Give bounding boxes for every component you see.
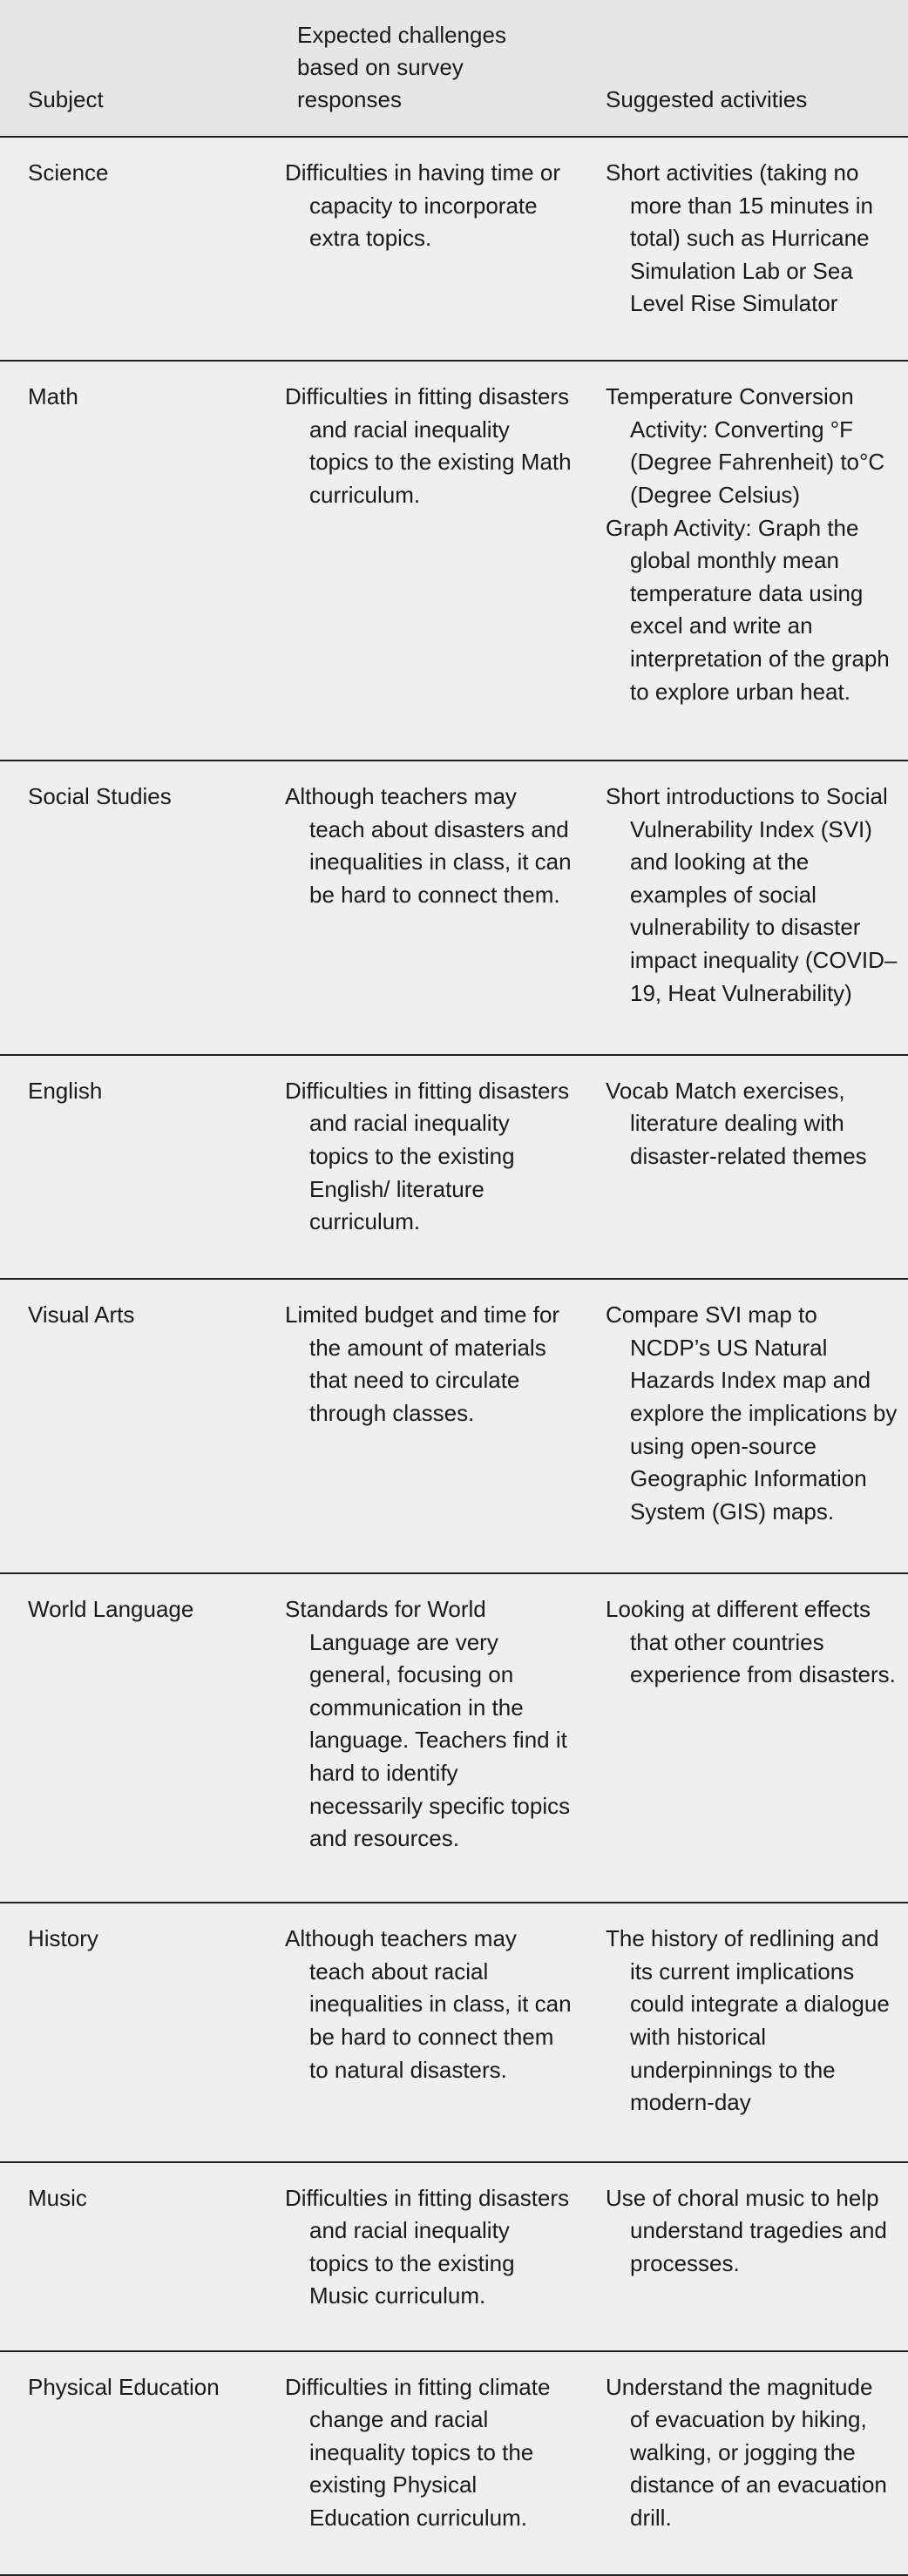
activity-item: Understand the magnitude of evacuation by hiking, walking, or jogging the distance of an evacuation drill. [606,2373,887,2532]
challenge-cell: Standards for World Language are very general, focusing on communication in the language. Teachers find it hard to identify necessarily specific topics and resources. [285,1595,571,1852]
table-row [0,361,908,761]
activity-item: Vocab Match exercises, literature dealing with disaster-related themes [606,1077,867,1170]
challenge-cell: Difficulties in fitting disasters and racial inequality topics to the existing English/ literature curriculum. [285,1077,570,1235]
challenge-cell: Difficulties in fitting climate change and racial inequality topics to the existing Physical Education curriculum. [285,2373,551,2532]
challenge-cell: Although teachers may teach about disasters and inequalities in class, it can be hard to connect them. [285,783,572,908]
subject-cell: World Language [0,1573,269,1903]
subject-cell: Math [0,361,269,761]
header-challenges: Expected challenges based on survey responses [269,0,585,137]
subject-cell: Visual Arts [0,1279,269,1573]
challenge-cell: Although teachers may teach about racial inequalities in class, it can be hard to connect them to natural disasters. [285,1925,572,2083]
header-subject: Subject [0,0,269,137]
subject-cell: English [0,1055,269,1279]
table-row [0,2162,908,2351]
subject-cell: Music [0,2162,269,2351]
activity-item: Compare SVI map to NCDP’s US Natural Hazards Index map and explore the implications by using open-source Geographic Information System (GIS) maps. [606,1302,898,1525]
activity-item: Short activities (taking no more than 15 minutes in total) such as Hurricane Simulation Lab or Sea Level Rise Simulator [606,159,873,317]
activity-item: Short introductions to Social Vulnerability Index (SVI) and looking at the examples of social vulnerability to disaster impact inequality (COVID–19, Heat Vulnerability) [606,783,898,1006]
challenge-cell: Difficulties in fitting disasters and racial inequality topics to the existing Music curriculum. [285,2184,570,2309]
table-body [0,137,908,2575]
subject-cell: History [0,1903,269,2162]
table-row [0,1279,908,1573]
subject-cell: Science [0,137,269,361]
table-row [0,1903,908,2162]
table-row [0,1055,908,1279]
header-row [0,0,908,137]
activity-item: Use of choral music to help understand tragedies and processes. [606,2184,887,2276]
activity-item: Graph Activity: Graph the global monthly mean temperature data using excel and write an interpretation of the graph to explore urban heat. [606,514,890,705]
activity-item: Looking at different effects that other countries experience from disasters. [606,1595,896,1688]
subject-cell: Physical Education [0,2351,269,2575]
activity-item: Temperature Conversion Activity: Converting °F (Degree Fahrenheit) to°C (Degree Celsius) [606,383,885,509]
table-header [0,0,908,137]
table-row [0,761,908,1055]
challenge-cell: Difficulties in having time or capacity to incorporate extra topics. [285,159,560,252]
challenge-cell: Difficulties in fitting disasters and racial inequality topics to the existing Math curriculum. [285,383,572,509]
table-row [0,2351,908,2575]
table-row [0,1573,908,1903]
subject-cell: Social Studies [0,761,269,1055]
header-activities: Suggested activities [585,0,908,137]
challenge-cell: Limited budget and time for the amount of materials that need to circulate through classes. [285,1302,560,1426]
activity-item: The history of redlining and its current implications could integrate a dialogue with historical underpinnings to the modern-day [606,1925,890,2116]
table-row [0,137,908,361]
